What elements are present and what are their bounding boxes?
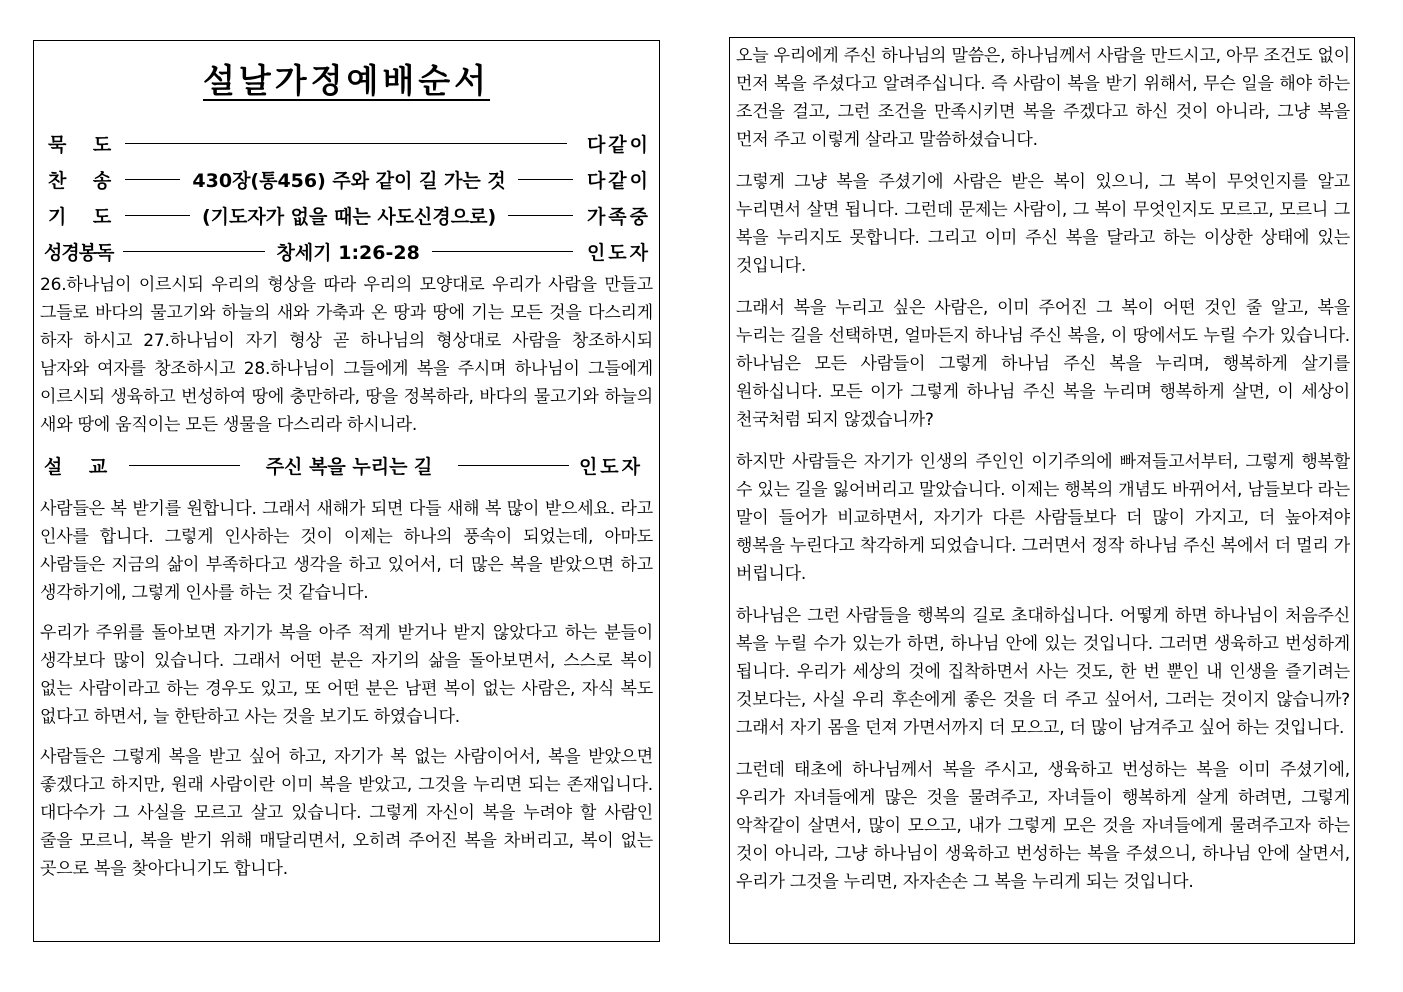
leader-line	[458, 465, 569, 466]
sermon-paragraph: 하나님은 그런 사람들을 행복의 길로 초대하십니다. 어떻게 하면 하나님이 처음주신 복을 누릴 수가 있는가 하면, 하나님 안에 있는 것입니다. 그러면 생육하고 번성하게 됩니다. 우리가 세상의 것에 집착하면서 사는 것도, 한 번 뿐인 내 인생을 즐기려는 것보다는, 사실 우리 후손에게 좋은 것을 더 주고 싶어서, 그러는 것이지 않습니까? 그래서 자기 몸을 던져 가면서까지 더 모으고, 더 많이 남겨주고 싶어 하는 것입니다.	[736, 606, 1350, 738]
sermon-paragraph: 그래서 복을 누리고 싶은 사람은, 이미 주어진 그 복이 어떤 것인 줄 알고, 복을 누리는 길을 선택하면, 얼마든지 하나님 주신 복을, 이 땅에서도 누릴 수가 있습니다. 하나님은 모든 사람들이 그렇게 하나님 주신 복을 누리며, 행복하게 살기를 원하십니다. 모든 이가 그렇게 하나님 주신 복을 누리며 행복하게 살면, 이 세상이 천국처럼 되지 않겠습니까?	[736, 298, 1350, 430]
sermon-paragraph: 사람들은 그렇게 복을 받고 싶어 하고, 자기가 복 없는 사람이어서, 복을 받았으면 좋겠다고 하지만, 원래 사람이란 이미 복을 받았고, 그것을 누리면 되는 존재입니다. 대다수가 그 사실을 모르고 살고 있습니다. 그렇게 자신이 복을 누려야 할 사람인 줄을 모르니, 복을 받기 위해 매달리면서, 오히려 주어진 복을 차버리고, 복이 없는 곳으로 복을 찾아다니기도 합니다.	[40, 747, 653, 879]
order-leader: 가족중	[586, 205, 651, 228]
leader-line	[125, 143, 567, 144]
order-label: 설 교	[44, 455, 108, 478]
order-row-sermon	[40, 447, 653, 483]
sermon-paragraph: 하지만 사람들은 자기가 인생의 주인인 이기주의에 빠져들고서부터, 그렇게 행복할 수 있는 길을 잃어버리고 말았습니다. 이제는 행복의 개념도 바뀌어서, 남들보다 라는 말이 들어가 비교하면서, 자기가 다른 사람들보다 더 많이 가지고, 더 높아져야 행복을 누린다고 착각하게 되었습니다. 그러면서 정작 하나님 주신 복에서 더 멀리 가 버립니다.	[736, 452, 1350, 584]
order-row-scripture	[40, 233, 653, 269]
sermon-paragraph: 오늘 우리에게 주신 하나님의 말씀은, 하나님께서 사람을 만드시고, 아무 조건도 없이 먼저 복을 주셨다고 알려주십니다. 즉 사람이 복을 받기 위해서, 무슨 일을 해야 하는 조건을 걸고, 그런 조건을 만족시키면 복을 주겠다고 하신 것이 아니라, 그냥 복을 먼저 주고 이렇게 살라고 말씀하셨습니다.	[736, 46, 1350, 150]
order-label: 기 도	[48, 205, 112, 228]
order-row-silent-prayer	[40, 125, 653, 161]
leader-line	[125, 215, 190, 216]
sermon-paragraph: 우리가 주위를 돌아보면 자기가 복을 아주 적게 받거나 받지 않았다고 하는 분들이 생각보다 많이 있습니다. 그래서 어떤 분은 자기의 삶을 돌아보면서, 스스로 복이 없는 사람이라고 하는 경우도 있고, 또 어떤 분은 남편 복이 없는 사람은, 자식 복도 없다고 하면서, 늘 한탄하고 사는 것을 보기도 하였습니다.	[40, 623, 653, 727]
order-leader: 인도자	[578, 455, 644, 478]
sermon-paragraph: 그렇게 그냥 복을 주셨기에 사람은 받은 복이 있으니, 그 복이 무엇인지를 알고 누리면서 살면 됩니다. 그런데 문제는 사람이, 그 복이 무엇인지도 모르고, 모르니 그 복을 누리지도 못합니다. 그리고 이미 주신 복을 달라고 하는 이상한 상태에 있는 것입니다.	[736, 172, 1350, 276]
sermon-paragraph: 사람들은 복 받기를 원합니다. 그래서 새해가 되면 다들 새해 복 많이 받으세요. 라고 인사를 합니다. 그렇게 인사하는 것이 이제는 하나의 풍속이 되었는데, 아마도 사람들은 지금의 삶이 부족하다고 생각을 하고 있어서, 더 많은 복을 받았으면 하고 생각하기에, 그렇게 인사를 하는 것 같습니다.	[40, 499, 653, 603]
leader-line	[432, 251, 573, 252]
left-page	[33, 40, 660, 942]
right-page	[729, 37, 1355, 944]
leader-line	[508, 215, 573, 216]
order-leader: 다같이	[586, 133, 651, 156]
order-row-prayer	[40, 197, 653, 233]
order-leader: 인도자	[586, 241, 651, 264]
leader-line	[123, 251, 264, 252]
order-row-hymn	[40, 161, 653, 197]
order-leader: 다같이	[586, 169, 652, 192]
order-label: 찬 송	[48, 169, 112, 192]
leader-line	[518, 179, 573, 180]
leader-line	[125, 179, 180, 180]
page-title: 설날가정예배순서	[202, 61, 491, 100]
order-label: 묵 도	[48, 133, 112, 156]
sermon-paragraph: 그런데 태초에 하나님께서 복을 주시고, 생육하고 번성하는 복을 이미 주셨기에, 우리가 자녀들에게 많은 것을 물려주고, 자녀들이 행복하게 살게 하려면, 그렇게 악착같이 살면서, 많이 모으고, 내가 그렇게 모은 것을 자녀들에게 물려주고자 하는 것이 아니라, 그냥 하나님이 생육하고 번성하는 복을 주셨으니, 하나님 안에 살면서, 우리가 그것을 누리면, 자자손손 그 복을 누리게 되는 것입니다.	[736, 760, 1350, 892]
leader-line	[129, 465, 240, 466]
order-middle: 430장(통456) 주와 같이 길 가는 것	[192, 169, 506, 192]
order-middle: (기도자가 없을 때는 사도신경으로)	[201, 205, 497, 228]
sermon-title: 주신 복을 누리는 길	[265, 455, 433, 478]
order-label: 성경봉독	[44, 241, 114, 264]
scripture-text: 26.하나님이 이르시되 우리의 형상을 따라 우리의 모양대로 우리가 사람을 만들고 그들로 바다의 물고기와 하늘의 새와 가축과 온 땅과 땅에 기는 모든 것을 다스리게 하자 하시고 27.하나님이 자기 형상 곧 하나님의 형상대로 사람을 창조하시되 남자와 여자를 창조하시고 28.하나님이 그들에게 복을 주시며 하나님이 그들에게 이르시되 생육하고 번성하여 땅에 충만하라, 땅을 정복하라, 바다의 물고기와 하늘의 새와 땅에 움직이는 모든 생물을 다스리라 하시니라.	[40, 275, 653, 435]
order-middle: 창세기 1:26-28	[276, 241, 420, 264]
